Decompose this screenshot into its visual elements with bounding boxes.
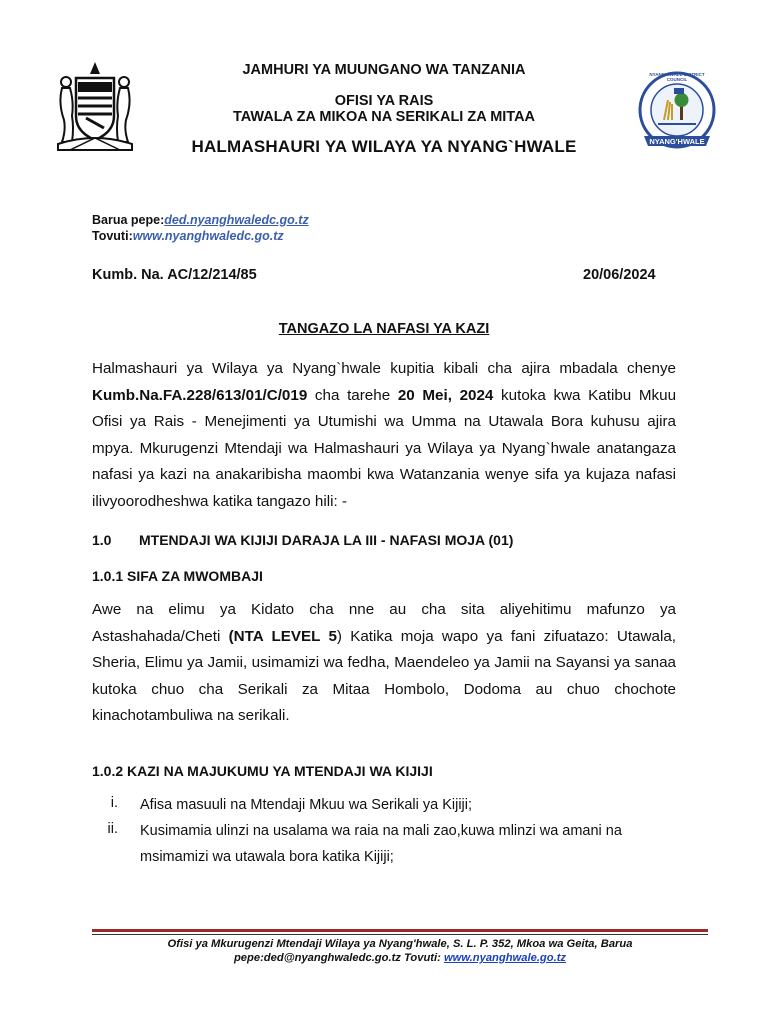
footer-rule-thin [92, 934, 708, 935]
section-1-0-2-heading: 1.0.2 KAZI NA MAJUKUMU YA MTENDAJI WA KIJIJI [92, 763, 433, 779]
header-regional-admin: TAWALA ZA MIKOA NA SERIKALI ZA MITAA [232, 109, 536, 125]
section-1-number: 1.0 [92, 532, 112, 548]
web-link[interactable]: www.nyanghwaledc.go.tz [132, 229, 284, 243]
footer-rule-thick [92, 929, 708, 932]
web-label: Tovuti: [92, 229, 133, 243]
reference-number: Kumb. Na. AC/12/214/85 [92, 267, 257, 283]
list-item: Afisa masuuli na Mtendaji Mkuu wa Serikali ya Kijiji; [140, 797, 473, 813]
logo-ring-text: NYANG'HWALE DISTRICT COUNCIL [649, 72, 705, 82]
section-1-title: MTENDAJI WA KIJIJI DARAJA LA III - NAFASI MOJA (01) [139, 532, 514, 548]
qualifications-paragraph: Awe na elimu ya Kidato cha nne au cha sita aliyehitimu mafunzo ya Astashahada/Cheti (NTA LEVEL 5) Katika moja wapo ya fani zifuatazo: Utawala, Sheria, Elimu ya Jamii, usimamizi wa fedha, Maendeleo ya Jamii na Sayansi ya sanaa kutoka chuo cha Serikali za Mitaa Hombolo, Dodoma au chuo chochote kinachotambuliwa na serikali. [92, 601, 676, 724]
list-item-number: i. [110, 795, 118, 811]
list-item-number: ii. [107, 821, 118, 837]
header-republic: JAMHURI YA MUUNGANO WA TANZANIA [242, 62, 526, 78]
contact-web-row [92, 229, 284, 243]
intro-paragraph: Halmashauri ya Wilaya ya Nyang`hwale kupitia kibali cha ajira mbadala chenye Kumb.Na.FA.228/613/01/C/019 cha tarehe 20 Mei, 2024 kutoka kwa Katibu Mkuu Ofisi ya Rais - Menejimenti ya Utumishi wa Umma na Utawala Bora kuhusu ajira mpya. Mkurugenzi Mtendaji wa Halmashauri ya Wilaya ya Nyang`hwale anatangaza nafasi ya kazi na anakaribisha maombi kwa Watanzania wenye sifa ya kujaza nafasi ilivyoorodheshwa katika tangazo hili: - [92, 360, 677, 510]
contact-email-row [92, 213, 309, 227]
footer-web-link[interactable]: www.nyanghwale.go.tz [443, 952, 567, 964]
list-item: Kusimamia ulinzi na usalama wa raia na mali zao,kuwa mlinzi wa amani na msimamizi wa utawala bora katika Kijiji; [140, 823, 622, 865]
email-link[interactable]: ded.nyanghwaledc.go.tz [164, 213, 309, 227]
logo-ribbon-text: NYANG'HWALE [649, 137, 705, 146]
header-office: OFISI YA RAIS [334, 93, 434, 109]
notice-title: TANGAZO LA NAFASI YA KAZI [278, 321, 490, 337]
email-label: Barua pepe: [92, 213, 165, 227]
section-1-0-1-heading: 1.0.1 SIFA ZA MWOMBAJI [92, 568, 263, 584]
letter-date: 20/06/2024 [583, 267, 656, 283]
footer-address: Ofisi ya Mkurugenzi Mtendaji Wilaya ya Nyang'hwale, S. L. P. 352, Mkoa wa Geita, Barua pepe:ded@nyanghwaledc.go.tz Tovuti: www.nyanghwale.go.tz [167, 938, 633, 964]
header-district-council: HALMASHAURI YA WILAYA YA NYANG`HWALE [191, 137, 577, 156]
